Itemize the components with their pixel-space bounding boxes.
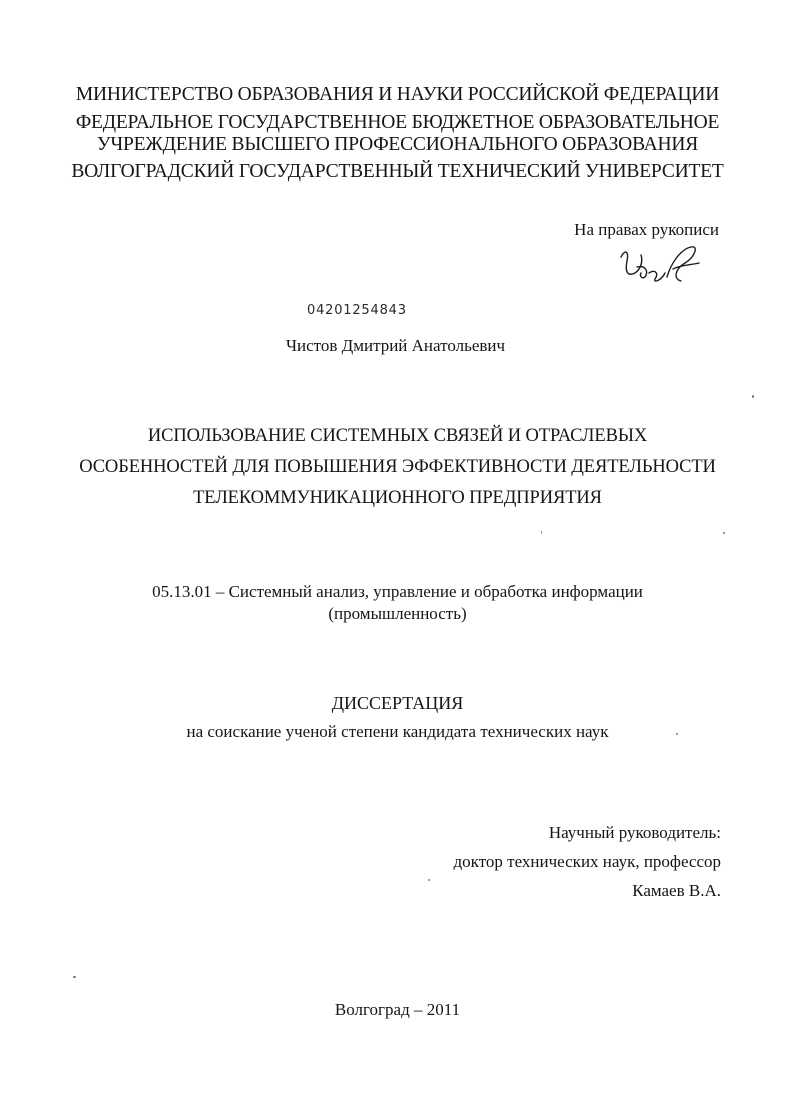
scan-speck — [73, 976, 76, 978]
author-name: Чистов Дмитрий Анатольевич — [285, 336, 506, 355]
supervisor-degree: доктор технических наук, профессор — [453, 852, 721, 871]
work-type-heading: ДИССЕРТАЦИЯ — [331, 693, 464, 713]
scan-speck — [676, 733, 678, 735]
scan-speck — [752, 395, 754, 398]
city-year: Волгоград – 2011 — [334, 1000, 461, 1019]
work-type-subheading: на соискание ученой степени кандидата технических наук — [186, 722, 609, 741]
specialty-line-1: 05.13.01 – Системный анализ, управление и обработка информации — [152, 582, 643, 601]
title-line-3: ТЕЛЕКОММУНИКАЦИОННОГО ПРЕДПРИЯТИЯ — [193, 488, 602, 508]
title-line-2: ОСОБЕННОСТЕЙ ДЛЯ ПОВЫШЕНИЯ ЭФФЕКТИВНОСТИ ДЕЯТЕЛЬНОСТИ — [79, 457, 716, 477]
registration-code: 04201254843 — [307, 303, 407, 318]
ministry-heading: МИНИСТЕРСТВО ОБРАЗОВАНИЯ И НАУКИ РОССИЙСКОЙ ФЕДЕРАЦИИ — [75, 84, 720, 105]
signature — [615, 243, 703, 291]
supervisor-name: Камаев В.А. — [632, 881, 721, 900]
title-line-1: ИСПОЛЬЗОВАНИЕ СИСТЕМНЫХ СВЯЗЕЙ И ОТРАСЛЕВЫХ — [147, 426, 648, 446]
scan-speck — [541, 531, 542, 534]
manuscript-note: На правах рукописи — [574, 220, 719, 239]
specialty-line-2: (промышленность) — [328, 604, 467, 623]
scan-speck — [428, 879, 430, 881]
scan-speck — [723, 532, 725, 534]
supervisor-label: Научный руководитель: — [548, 823, 721, 842]
university-name: ВОЛГОГРАДСКИЙ ГОСУДАРСТВЕННЫЙ ТЕХНИЧЕСКИЙ УНИВЕРСИТЕТ — [71, 161, 724, 182]
institution-line-1: ФЕДЕРАЛЬНОЕ ГОСУДАРСТВЕННОЕ БЮДЖЕТНОЕ ОБРАЗОВАТЕЛЬНОЕ — [75, 112, 720, 133]
institution-line-2: УЧРЕЖДЕНИЕ ВЫСШЕГО ПРОФЕССИОНАЛЬНОГО ОБРАЗОВАНИЯ — [96, 134, 699, 155]
